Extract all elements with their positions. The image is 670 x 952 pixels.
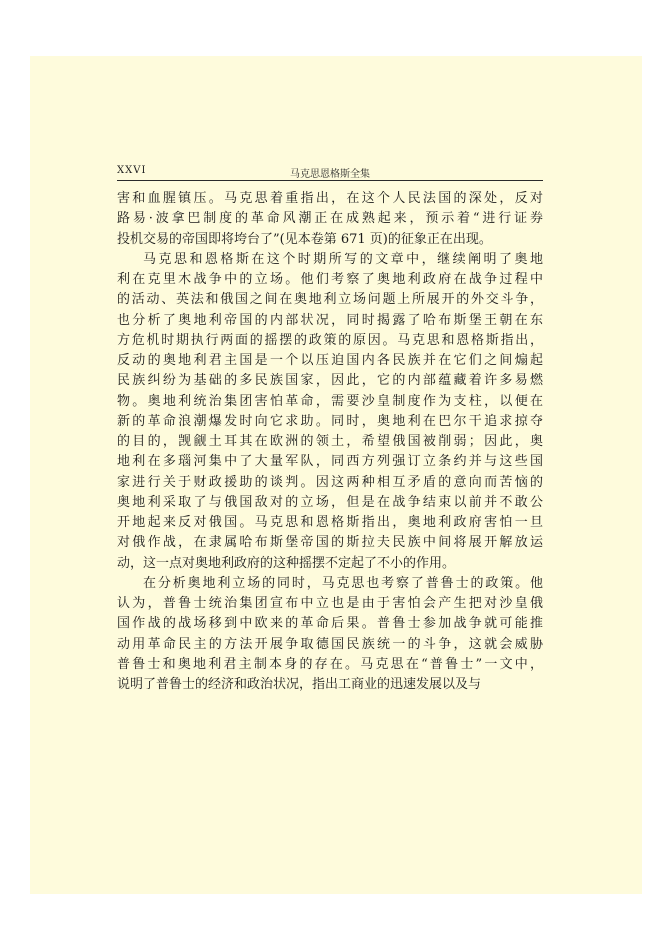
- text-line: 奥地利采取了与俄国敌对的立场，但是在战争结束以前并不敢公: [117, 494, 543, 510]
- text-line: 利在克里木战争中的立场。他们考察了奥地利政府在战争过程中: [117, 272, 543, 287]
- text-line: 反动的奥地利君主国是一个以压迫国内各民族并在它们之间煽起: [117, 353, 543, 368]
- text-line: 马克思和恩格斯在这个时期所写的文章中，继续阐明了奥地: [143, 251, 543, 267]
- paragraph: [117, 250, 543, 574]
- text-line: 开地起来反对俄国。马克思和恩格斯指出，奥地利政府害怕一旦: [117, 515, 543, 530]
- text-line: 民族纠纷为基础的多民族国家，因此，它的内部蕴藏着许多易燃: [117, 373, 543, 389]
- running-header: [117, 163, 543, 181]
- text-line: 国作战的战场移到中欧来的革命后果。普鲁士参加战争就可能推: [117, 616, 543, 632]
- text-line: 地利在多瑙河集中了大量军队，同西方列强订立条约并与这些国: [117, 454, 543, 470]
- text-line: 的活动、英法和俄国之间在奥地利立场问题上所展开的外交斗争，: [117, 292, 543, 308]
- text-line: 动用革命民主的方法开展争取德国民族统一的斗争，这就会威胁: [117, 636, 543, 652]
- paragraph: [117, 189, 543, 250]
- page-number: XXVI: [117, 165, 147, 176]
- text-line: 对俄作战，在隶属哈布斯堡帝国的斯拉夫民族中间将展开解放运: [117, 535, 543, 551]
- text-line: 说明了普鲁士的经济和政治状况，指出工商业的迅速发展以及与: [117, 677, 482, 692]
- text-line: 认为，普鲁士统治集团宣布中立也是由于害怕会产生把对沙皇俄: [117, 596, 543, 611]
- text-line: 在分析奥地利立场的同时，马克思也考察了普鲁士的政策。他: [143, 575, 543, 591]
- paragraph: [117, 574, 543, 696]
- text-line: 也分析了奥地利帝国的内部状况，同时揭露了哈布斯堡王朝在东: [117, 312, 543, 328]
- text-line: 新的革命浪潮爆发时向它求助。同时，奥地利在巴尔干追求掠夺: [117, 413, 543, 429]
- text-line: 害和血腥镇压。马克思着重指出，在这个人民法国的深处，反对: [117, 191, 543, 206]
- text-line: 普鲁士和奥地利君主制本身的存在。马克思在“普鲁士”一文中，: [117, 656, 543, 672]
- text-line: 物。奥地利统治集团害怕革命，需要沙皇制度作为支柱，以便在: [117, 393, 543, 409]
- text-line: 动，这一点对奥地利政府的这种摇摆不定起了不小的作用。: [117, 555, 456, 571]
- text-line: 投机交易的帝国即将垮台了”(见本卷第 671 页)的征象正在出现。: [117, 231, 492, 247]
- text-line: 方危机时期执行两面的摇摆的政策的原因。马克思和恩格斯指出，: [117, 332, 543, 348]
- text-line: 家进行关于财政援助的谈判。因这两种相互矛盾的意向而苦恼的: [117, 474, 543, 490]
- text-line: 路易·波拿巴制度的革命风潮正在成熟起来，预示着“进行证券: [117, 211, 543, 227]
- book-title: 马克思恩格斯全集: [290, 169, 370, 180]
- text-line: 的目的，觊觎土耳其在欧洲的领土，希望俄国被削弱；因此，奥: [117, 434, 543, 449]
- body-text: [117, 189, 543, 695]
